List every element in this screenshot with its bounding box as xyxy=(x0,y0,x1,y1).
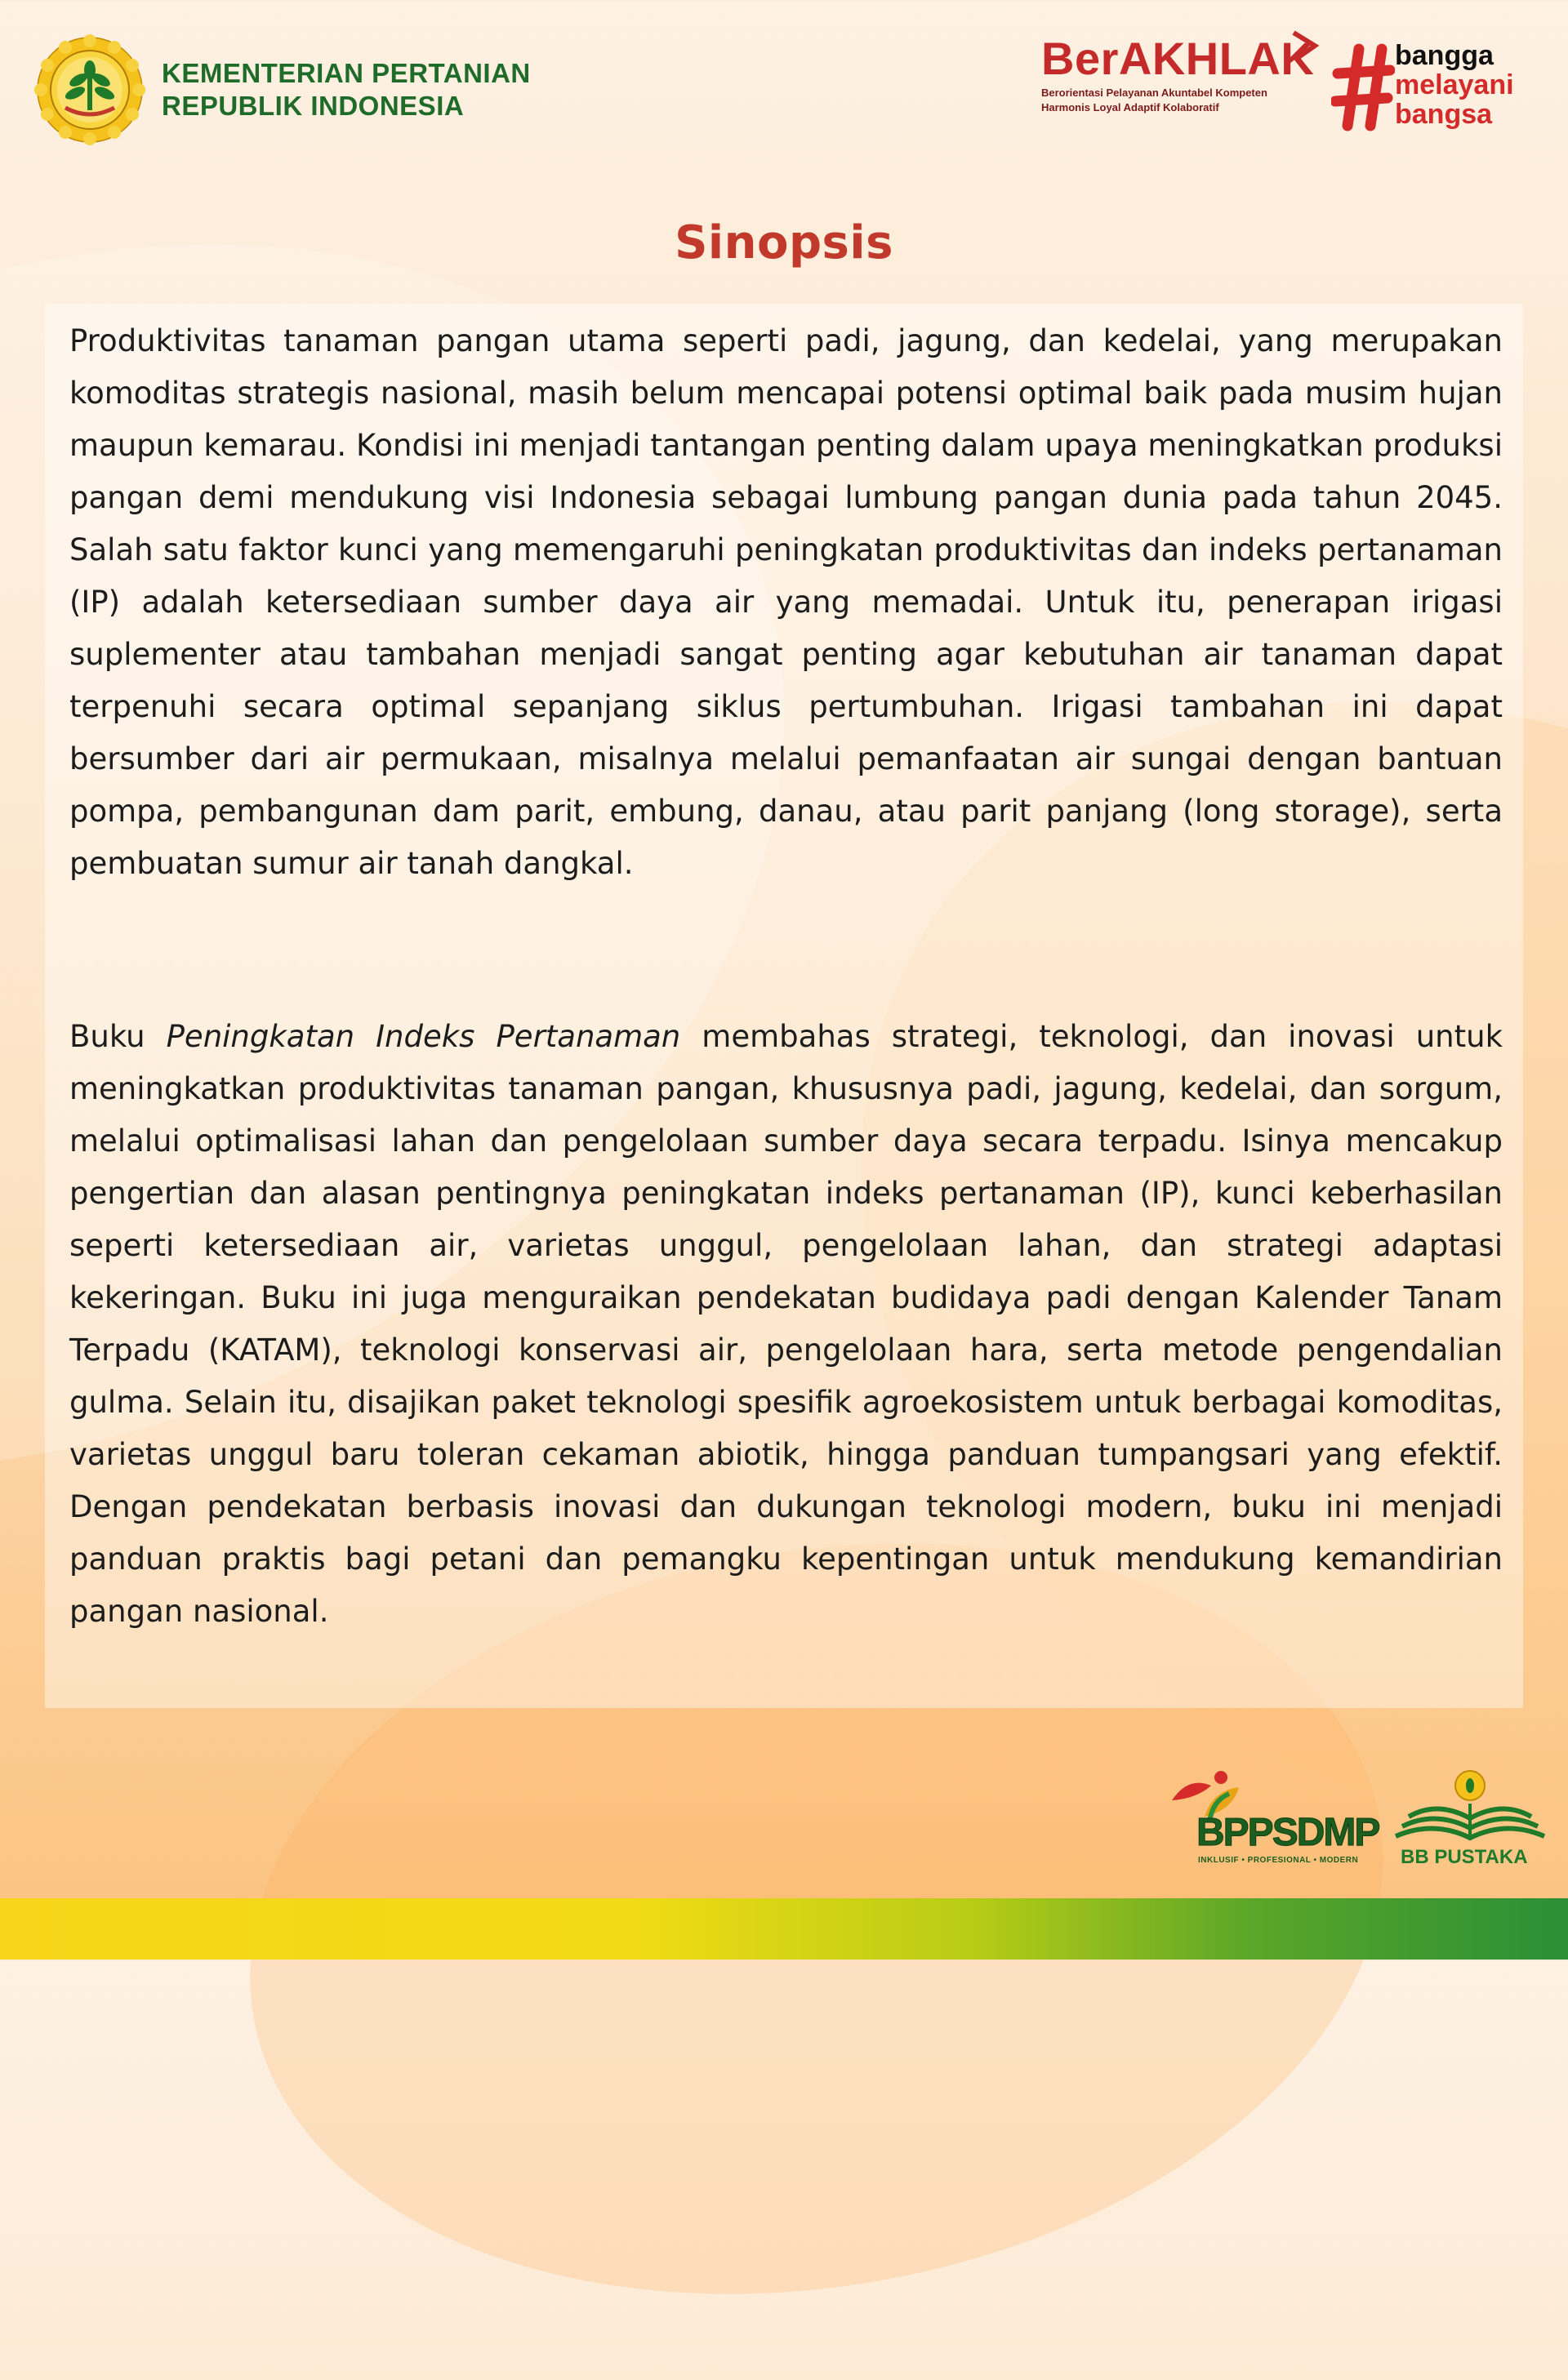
ministry-name xyxy=(162,57,531,122)
bangga-line-3: bangsa xyxy=(1395,99,1493,130)
synopsis-content xyxy=(45,304,1523,1708)
bbpustaka-wordmark: BB PUSTAKA xyxy=(1401,1846,1528,1868)
ministry-line-2: REPUBLIK INDONESIA xyxy=(162,91,465,121)
bppsdmp-wordmark: BPPSDMP xyxy=(1196,1811,1379,1854)
paragraph-prefix: Buku xyxy=(69,1019,167,1054)
book-title: Peningkatan Indeks Pertanaman xyxy=(166,1019,681,1054)
bppsdmp-tagline: INKLUSIF • PROFESIONAL • MODERN xyxy=(1198,1856,1359,1865)
hashtag-icon xyxy=(1331,42,1395,132)
bangga-melayani-bangsa-logo xyxy=(1331,41,1544,139)
bangga-line-2: melayani xyxy=(1395,69,1514,100)
bppsdmp-logo xyxy=(1164,1768,1384,1874)
ministry-header xyxy=(33,33,531,147)
bbpustaka-book-icon xyxy=(1392,1768,1548,1846)
paragraph-rest: membahas strategi, teknologi, dan inovasi untuk meningkatkan produktivitas tanaman pangan, khususnya padi, jagung, kedelai, dan sorgum, melalui optimalisasi lahan dan pengelolaan sumber daya secara terpadu. Isinya mencakup pengertian dan alasan pentingnya peningkatan indeks pertanaman (IP), kunci keberhasilan seperti ketersediaan air, varietas unggul, pengelolaan lahan, dan strategi adaptasi kekeringan. Buku ini juga menguraikan pendekatan budidaya padi dengan Kalender Tanam Terpadu (KATAM), teknologi konservasi air, pengelolaan hara, serta metode pengendalian gulma. Selain itu, disajikan paket teknologi spesifik agroekosistem untuk berbagai komoditas, varietas unggul baru toleran cekaman abiotik, hingga panduan tumpangsari yang efektif. Dengan pendekatan berbasis inovasi dan dukungan teknologi modern, buku ini menjadi panduan praktis bagi petani dan pemangku kepentingan untuk mendukung kemandirian pangan nasional. xyxy=(69,1019,1503,1629)
kementan-emblem-icon xyxy=(33,33,147,147)
berakhlak-subtitle-1: Berorientasi Pelayanan Akuntabel Kompeten xyxy=(1041,87,1267,99)
synopsis-paragraph-1: Produktivitas tanaman pangan utama seperti padi, jagung, dan kedelai, yang merupakan komoditas strategis nasional, masih belum mencapai potensi optimal baik pada musim hujan maupun kemarau. Kondisi ini menjadi tantangan penting dalam upaya meningkatkan produksi pangan demi mendukung visi Indonesia sebagai lumbung pangan dunia pada tahun 2045. Salah satu faktor kunci yang memengaruhi peningkatan produktivitas dan indeks pertanaman (IP) adalah ketersediaan sumber daya air yang memadai. Untuk itu, penerapan irigasi suplementer atau tambahan menjadi sangat penting agar kebutuhan air tanaman dapat terpenuhi secara optimal sepanjang siklus pertumbuhan. Irigasi tambahan ini dapat bersumber dari air permukaan, misalnya melalui pemanfaatan air sungai dengan bantuan pompa, pembangunan dam parit, embung, danau, atau parit panjang (long storage), serta pembuatan sumur air tanah dangkal. xyxy=(69,323,1503,881)
berakhlak-subtitle-2: Harmonis Loyal Adaptif Kolaboratif xyxy=(1041,101,1219,113)
bangga-line-1: bangga xyxy=(1395,40,1494,71)
footer-color-strip xyxy=(0,1898,1568,1960)
bbpustaka-logo xyxy=(1392,1768,1548,1874)
ministry-line-1: KEMENTERIAN PERTANIAN xyxy=(162,58,531,88)
page-title: Sinopsis xyxy=(675,216,893,269)
berakhlak-arrow-icon xyxy=(1290,29,1320,62)
berakhlak-word: BerAKHLAK xyxy=(1041,33,1315,84)
synopsis-paragraph-2 xyxy=(69,1011,1503,1638)
berakhlak-logo xyxy=(1041,33,1315,114)
